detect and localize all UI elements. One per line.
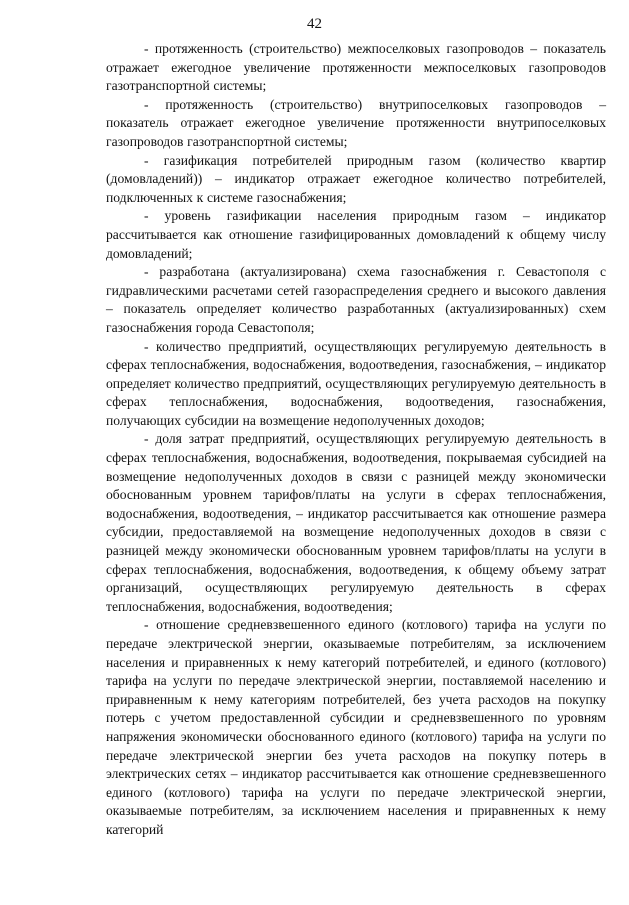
paragraph-interpoint-gas-pipelines: - протяженность (строительство) межпоселковых газопроводов – показатель отражает ежегодное увеличение протяженности межпоселковых газопроводов газотранспортной системы; xyxy=(106,41,606,94)
paragraph-intrapoint-gas-pipelines: - протяженность (строительство) внутрипоселковых газопроводов – показатель отражает ежегодное увеличение протяженности внутрипоселковых газопроводов газотранспортной системы; xyxy=(106,96,606,149)
paragraph-costs-share: - доля затрат предприятий, осуществляющих регулируемую деятельность в сферах теплоснабжения, водоснабжения, водоотведения, покрываемая субсидией на возмещение недополученных доходов в связи с разницей между экономически обоснованным уровнем тарифов/платы на услуги в сферах теплоснабжения, водоснабжения, водоотведения, – индикатор рассчитывается как отношение размера субсидии, предоставляемой на возмещение недополученных доходов в связи с разницей между экономически обоснованным уровнем тарифов/платы на услуги в сферах теплоснабжения, водоснабжения, водоотведения, к общему объему затрат организаций, осуществляющих регулируемую деятельность в сферах теплоснабжения, водоснабжения, водоотведения; xyxy=(106,431,606,614)
document-body xyxy=(106,40,606,840)
paragraph-gasification-level: - уровень газификации населения природным газом – индикатор рассчитывается как отношение газифицированных домовладений к общему числу домовладений; xyxy=(106,208,606,261)
paragraph-tariff-ratio: - отношение средневзвешенного единого (котлового) тарифа на услуги по передаче электрической энергии, оказываемые потребителям, за исключением населения и приравненных к нему категорий потребителей, и единого (котлового) тарифа на услуги по передаче электрической энергии, поставляемой населению и приравненным к нему категориям потребителей, без учета расходов на покупку потерь с учетом предоставленной субсидии и средневзвешенного по уровням напряжения экономически обоснованного единого (котлового) тарифа на услуги по передаче электрической энергии без учета расходов на покупку потерь в электрических сетях – индикатор рассчитывается как отношение средневзвешенного единого (котлового) тарифа на услуги по передаче электрической энергии, оказываемые потребителям, за исключением населения и приравненных к нему категорий xyxy=(106,617,606,837)
paragraph-enterprises-count: - количество предприятий, осуществляющих регулируемую деятельность в сферах теплоснабжения, водоснабжения, водоотведения, газоснабжения, – индикатор определяет количество предприятий, осуществляющих регулируемую деятельность в сферах теплоснабжения, водоснабжения, водоотведения, газоснабжения, получающих субсидии на возмещение недополученных доходов; xyxy=(106,338,606,428)
paragraph-gas-supply-scheme: - разработана (актуализирована) схема газоснабжения г. Севастополя с гидравлическими расчетами сетей газораспределения среднего и высокого давления – показатель определяет количество разработанных (актуализированных) схем газоснабжения города Севастополя; xyxy=(106,264,606,335)
paragraph-gasification-consumers: - газификация потребителей природным газом (количество квартир (домовладений)) – индикатор отражает ежегодное количество потребителей, подключенных к системе газоснабжения; xyxy=(106,152,606,205)
page-number: 42 xyxy=(307,16,322,32)
